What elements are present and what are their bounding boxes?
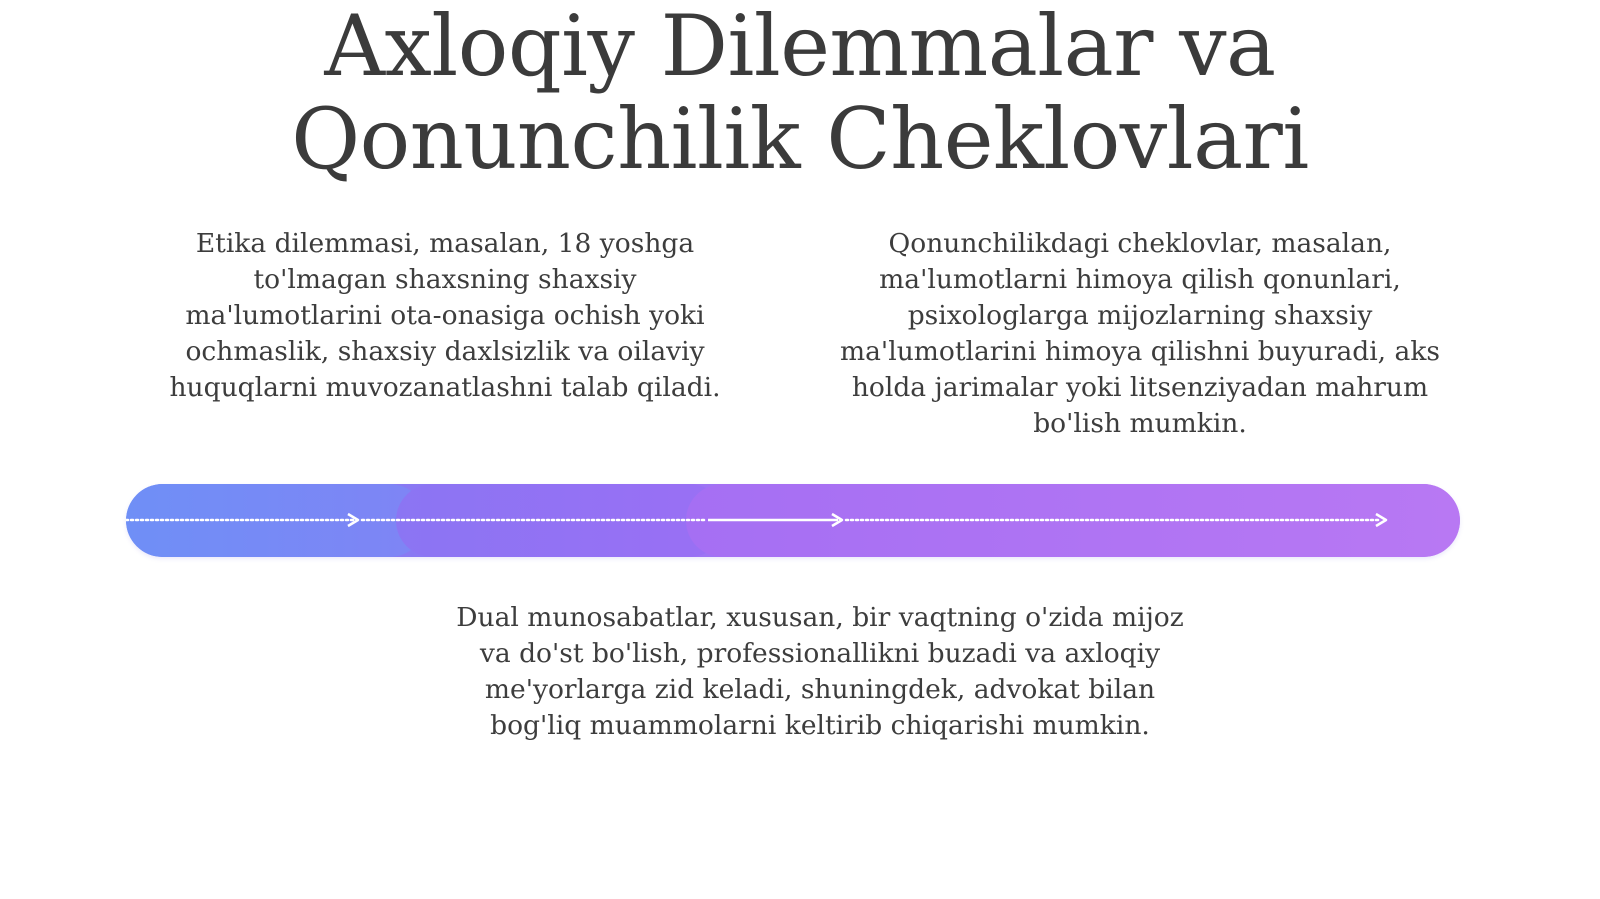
timeline-arrows <box>126 484 1460 557</box>
legal-restrictions-paragraph: Qonunchilikdagi cheklovlar, masalan, ma'lumotlarni himoya qilish qonunlari, psixologlarga mijozlarning shaxsiy ma'lumotlarini himoya qilishni buyuradi, aks holda jarimalar yoki litsenziyadan mahrum bo'lish mumkin. <box>840 228 1440 439</box>
slide-title <box>0 0 1600 186</box>
dual-relationships-paragraph: Dual munosabatlar, xususan, bir vaqtning o'zida mijoz va do'st bo'lish, professionallikni buzadi va axloqiy me'yorlarga zid keladi, shuningdek, advokat bilan bog'liq muammolarni keltirib chiqarishi mumkin. <box>456 602 1184 741</box>
slide-title-line-1: Axloqiy Dilemmalar va <box>324 0 1276 95</box>
ethics-dilemma-paragraph: Etika dilemmasi, masalan, 18 yoshga to'lmagan shaxsning shaxsiy ma'lumotlarini ota-onasiga ochish yoki ochmaslik, shaxsiy daxlsizlik va oilaviy huquqlarni muvozanatlashni talab qiladi. <box>169 228 721 403</box>
timeline-bar <box>126 484 1460 557</box>
slide-title-line-2: Qonunchilik Cheklovlari <box>291 90 1309 188</box>
